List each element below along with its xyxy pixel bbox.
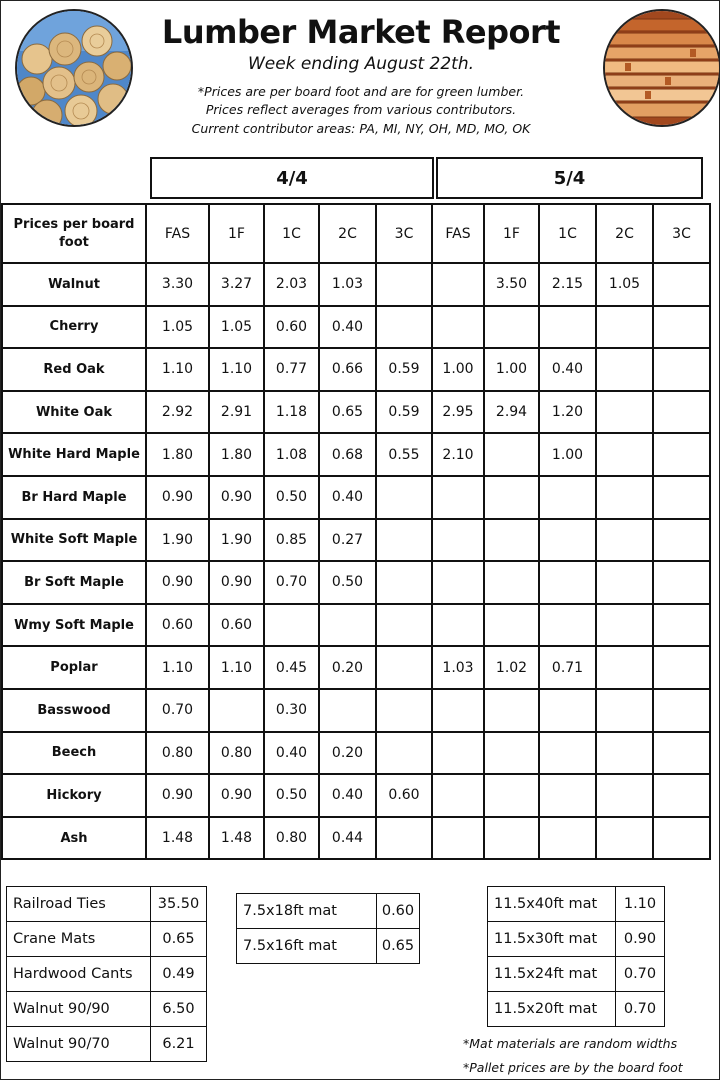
price-cell [432,604,484,647]
price-cell: 1.03 [319,263,376,306]
price-cell [484,689,539,732]
item-label: 11.5x40ft mat [488,887,616,922]
item-label: 11.5x20ft mat [488,992,616,1027]
price-cell [539,732,596,775]
item-price: 0.90 [616,922,665,957]
table-row [2,476,710,519]
price-cell: 0.90 [209,774,264,817]
price-cell [596,306,653,349]
price-cell [484,732,539,775]
price-cell [653,774,710,817]
price-cell [539,476,596,519]
price-cell [596,476,653,519]
price-cell: 2.15 [539,263,596,306]
price-cell [484,604,539,647]
grade-header: 2C [319,204,376,263]
price-cell [596,391,653,434]
species-name: Walnut [2,263,146,306]
price-cell: 1.48 [209,817,264,860]
price-cell [653,732,710,775]
price-cell: 3.50 [484,263,539,306]
price-cell: 0.50 [264,774,319,817]
price-cell [596,348,653,391]
species-name: Beech [2,732,146,775]
price-cell: 1.10 [146,348,209,391]
price-cell: 0.60 [146,604,209,647]
price-cell: 1.10 [209,646,264,689]
logs-photo [15,9,133,127]
price-cell [432,732,484,775]
price-cell [432,476,484,519]
price-cell [653,817,710,860]
price-cell: 1.80 [209,433,264,476]
price-cell [432,561,484,604]
price-cell: 0.66 [319,348,376,391]
other-item-row [7,992,207,1027]
price-cell: 0.44 [319,817,376,860]
price-cell: 0.40 [319,306,376,349]
table-row [2,391,710,434]
mat-row [488,887,665,922]
grade-header: 1C [539,204,596,263]
corner-label: Prices per board foot [2,204,146,263]
grade-header: 3C [653,204,710,263]
table-row [2,689,710,732]
price-cell [376,689,432,732]
footnote-mats: *Mat materials are random widths [463,1036,678,1051]
price-cell [209,689,264,732]
grade-header: FAS [146,204,209,263]
item-price: 0.65 [151,922,207,957]
footnote-pallets: *Pallet prices are by the board foot [463,1060,683,1075]
price-cell: 1.90 [209,519,264,562]
item-price: 0.70 [616,957,665,992]
price-cell: 0.90 [209,476,264,519]
table-row [2,433,710,476]
price-cell [596,433,653,476]
price-cell: 0.85 [264,519,319,562]
price-cell [432,306,484,349]
price-cell: 0.71 [539,646,596,689]
price-cell: 2.91 [209,391,264,434]
price-cell [539,519,596,562]
price-cell: 2.95 [432,391,484,434]
small-mats-table [236,893,420,964]
price-cell: 0.90 [146,774,209,817]
price-cell [596,774,653,817]
price-cell: 0.40 [539,348,596,391]
price-cell: 0.80 [209,732,264,775]
price-cell [539,561,596,604]
price-cell: 0.59 [376,391,432,434]
price-cell [432,263,484,306]
price-cell: 1.00 [432,348,484,391]
price-cell [484,817,539,860]
item-label: Railroad Ties [7,887,151,922]
price-cell [319,689,376,732]
price-cell [653,689,710,732]
price-cell [484,476,539,519]
price-cell: 3.30 [146,263,209,306]
price-cell [653,263,710,306]
price-cell: 0.60 [209,604,264,647]
price-cell [376,263,432,306]
other-item-row [7,887,207,922]
item-label: Walnut 90/70 [7,1027,151,1062]
item-label: Hardwood Cants [7,957,151,992]
table-row [2,732,710,775]
price-cell [596,604,653,647]
grade-header: FAS [432,204,484,263]
price-cell: 0.30 [264,689,319,732]
price-cell: 0.59 [376,348,432,391]
price-cell [432,689,484,732]
item-price: 6.21 [151,1027,207,1062]
price-cell [539,689,596,732]
item-label: 7.5x18ft mat [237,894,377,929]
grade-header: 1C [264,204,319,263]
price-cell: 2.03 [264,263,319,306]
price-cell: 0.77 [264,348,319,391]
item-price: 1.10 [616,887,665,922]
price-cell: 0.50 [264,476,319,519]
price-cell [432,817,484,860]
price-cell [264,604,319,647]
item-price: 0.65 [377,929,420,964]
mat-row [237,894,420,929]
price-cell: 1.02 [484,646,539,689]
price-cell: 0.50 [319,561,376,604]
species-name: White Oak [2,391,146,434]
note-line: *Prices are per board foot and are for green lumber. [197,84,525,99]
price-cell [484,774,539,817]
price-cell: 0.20 [319,646,376,689]
price-cell [376,646,432,689]
mat-row [488,992,665,1027]
mat-row [237,929,420,964]
price-table-body [2,263,710,859]
price-cell [653,604,710,647]
price-cell: 1.08 [264,433,319,476]
price-cell: 1.05 [596,263,653,306]
price-cell [596,732,653,775]
price-cell [376,732,432,775]
price-cell: 0.90 [146,561,209,604]
species-name: Br Soft Maple [2,561,146,604]
price-cell [653,476,710,519]
price-cell: 0.55 [376,433,432,476]
table-row [2,774,710,817]
grade-header: 1F [209,204,264,263]
page-title: Lumber Market Report [161,13,561,51]
note-line: Prices reflect averages from various contributors. [205,102,517,117]
price-cell [539,306,596,349]
price-cell [596,646,653,689]
price-cell: 1.05 [146,306,209,349]
table-row [2,561,710,604]
price-cell: 1.18 [264,391,319,434]
price-cell [653,646,710,689]
price-cell: 0.60 [376,774,432,817]
item-label: 7.5x16ft mat [237,929,377,964]
large-mats-table [487,886,665,1027]
price-cell [653,561,710,604]
note-line: Current contributor areas: PA, MI, NY, OH, MD, MO, OK [191,121,531,136]
price-cell [432,519,484,562]
price-cell [484,433,539,476]
price-cell [376,604,432,647]
other-items-table [6,886,207,1062]
item-price: 35.50 [151,887,207,922]
price-cell: 0.40 [264,732,319,775]
item-price: 0.70 [616,992,665,1027]
price-cell [596,817,653,860]
price-cell: 0.20 [319,732,376,775]
price-cell: 1.10 [209,348,264,391]
item-price: 6.50 [151,992,207,1027]
price-cell: 0.70 [146,689,209,732]
price-cell [376,817,432,860]
price-cell [596,689,653,732]
price-cell [376,476,432,519]
grade-header: 3C [376,204,432,263]
price-cell [539,604,596,647]
other-item-row [7,1027,207,1062]
price-cell [376,519,432,562]
price-cell [653,519,710,562]
price-cell [539,817,596,860]
species-name: Br Hard Maple [2,476,146,519]
table-row [2,306,710,349]
price-table [1,203,711,860]
species-name: Cherry [2,306,146,349]
price-cell [653,306,710,349]
price-cell [539,774,596,817]
price-cell [653,348,710,391]
price-cell: 0.65 [319,391,376,434]
price-cell: 1.90 [146,519,209,562]
grade-header: 1F [484,204,539,263]
price-cell: 0.80 [146,732,209,775]
price-cell: 0.27 [319,519,376,562]
price-cell: 1.20 [539,391,596,434]
price-cell: 1.80 [146,433,209,476]
price-cell: 0.80 [264,817,319,860]
price-cell: 2.94 [484,391,539,434]
price-cell [484,519,539,562]
price-cell [653,433,710,476]
grade-header-row [2,204,710,263]
price-cell: 0.90 [146,476,209,519]
price-cell: 2.10 [432,433,484,476]
price-cell: 3.27 [209,263,264,306]
species-name: Ash [2,817,146,860]
mat-row [488,922,665,957]
table-row [2,348,710,391]
species-name: Wmy Soft Maple [2,604,146,647]
mat-row [488,957,665,992]
other-item-row [7,957,207,992]
table-row [2,604,710,647]
grade-header: 2C [596,204,653,263]
price-cell: 0.40 [319,774,376,817]
price-cell: 0.60 [264,306,319,349]
price-cell [432,774,484,817]
item-price: 0.60 [377,894,420,929]
species-name: Red Oak [2,348,146,391]
species-name: Poplar [2,646,146,689]
price-cell: 1.00 [539,433,596,476]
item-label: 11.5x30ft mat [488,922,616,957]
table-row [2,263,710,306]
group-header-5-4: 5/4 [436,157,703,199]
price-cell [653,391,710,434]
price-cell: 0.70 [264,561,319,604]
price-cell [484,306,539,349]
table-row [2,519,710,562]
item-price: 0.49 [151,957,207,992]
species-name: Basswood [2,689,146,732]
price-cell: 2.92 [146,391,209,434]
price-cell [376,306,432,349]
price-cell: 0.90 [209,561,264,604]
price-cell [596,519,653,562]
price-cell [596,561,653,604]
item-label: 11.5x24ft mat [488,957,616,992]
price-cell: 1.05 [209,306,264,349]
species-name: Hickory [2,774,146,817]
price-cell: 1.03 [432,646,484,689]
price-cell [319,604,376,647]
week-subtitle: Week ending August 22th. [247,54,475,74]
group-header-4-4: 4/4 [150,157,434,199]
price-cell: 1.10 [146,646,209,689]
price-cell: 0.40 [319,476,376,519]
price-cell: 0.45 [264,646,319,689]
price-cell: 1.48 [146,817,209,860]
table-row [2,817,710,860]
price-cell: 1.00 [484,348,539,391]
item-label: Crane Mats [7,922,151,957]
lumber-stack-photo [603,9,720,127]
item-label: Walnut 90/90 [7,992,151,1027]
species-name: White Soft Maple [2,519,146,562]
other-item-row [7,922,207,957]
price-cell: 0.68 [319,433,376,476]
price-cell [484,561,539,604]
price-cell [376,561,432,604]
species-name: White Hard Maple [2,433,146,476]
table-row [2,646,710,689]
